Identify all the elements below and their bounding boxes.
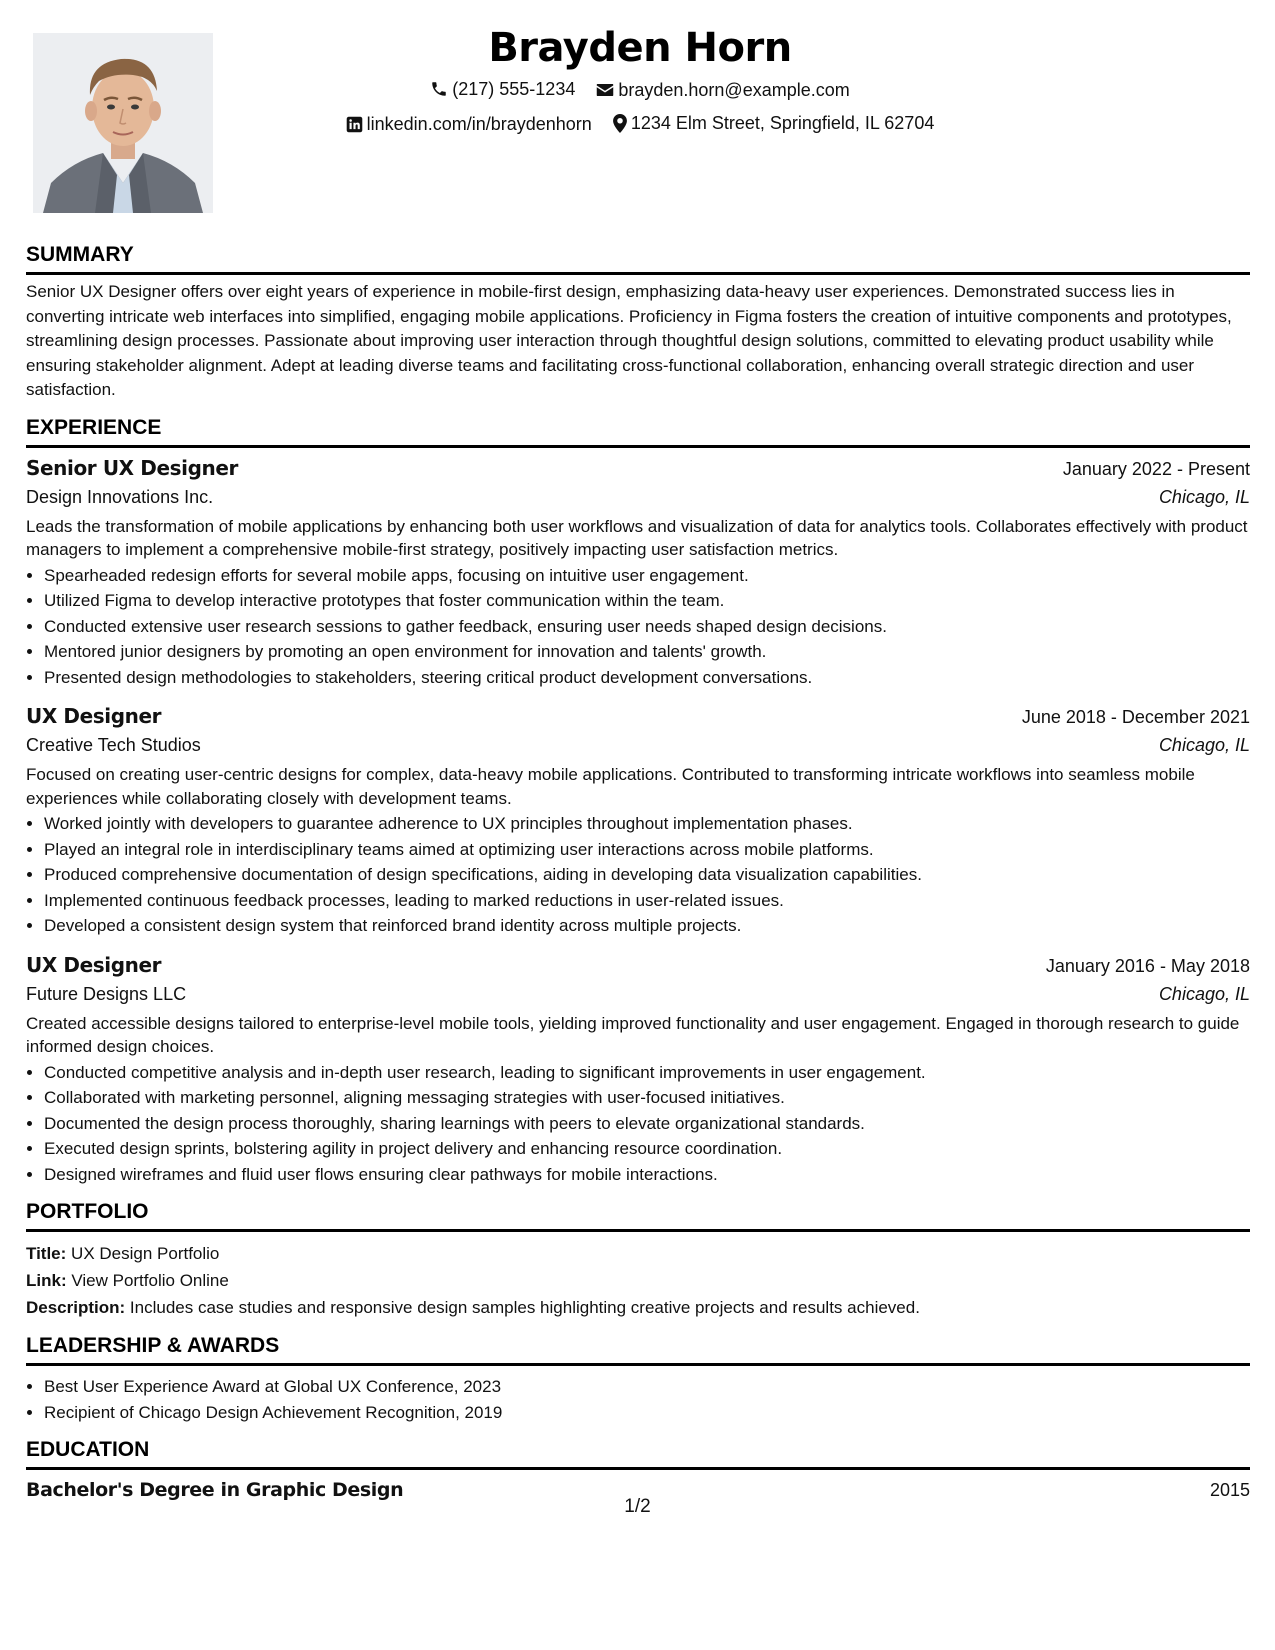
portfolio-title-label: Title:	[26, 1244, 67, 1263]
portfolio-description-line	[26, 1294, 1250, 1321]
profile-photo	[33, 33, 213, 213]
job-dates: January 2016 - May 2018	[1045, 955, 1250, 976]
job-subheader	[26, 483, 1250, 511]
list-item: • Produced comprehensive documentation of design specifications, aiding in developing data visualization capabilities.	[44, 862, 1250, 888]
portfolio-details	[26, 1240, 1250, 1321]
experience-section	[26, 415, 1250, 1188]
job-title: UX Designer	[26, 704, 162, 728]
map-pin-icon	[613, 114, 627, 133]
job-location: Chicago, IL	[1158, 983, 1250, 1004]
summary-text: Senior UX Designer offers over eight years of experience in mobile-first design, emphasizing data-heavy user experiences. Demonstrated success lies in converting intricate web interfaces into simplified, engaging mobile applications. Proficiency in Figma fosters the creation of intuitive components and prototypes, streamlining design processes. Passionate about improving user interaction through thoughtful design solutions, committed to elevating product usability while ensuring stakeholder alignment. Adept at leading diverse teams and facilitating cross-functional collaboration, enhancing overall strategic direction and user satisfaction.	[26, 282, 1232, 399]
job-description: Focused on creating user-centric designs for complex, data-heavy mobile applications. Contributed to transforming intricate workflows into seamless mobile experiences while collaborating closely with development teams.	[26, 765, 1195, 808]
leadership-section	[26, 1333, 1250, 1425]
job-title: UX Designer	[26, 952, 162, 977]
education-year: 2015	[1209, 1480, 1250, 1500]
candidate-name: Brayden Horn	[488, 25, 792, 71]
list-item: • Designed wireframes and fluid user flows ensuring clear pathways for mobile interactions.	[44, 1162, 1250, 1188]
resume-body	[26, 242, 1250, 1516]
summary-section	[26, 242, 1250, 403]
list-item: • Implemented continuous feedback processes, leading to marked reductions in user-related issues.	[44, 888, 1250, 914]
list-item: • Presented design methodologies to stakeholders, steering critical product development conversations.	[44, 665, 1250, 691]
job-bullets	[26, 811, 1250, 939]
section-title-portfolio: PORTFOLIO	[26, 1199, 1250, 1232]
portfolio-link[interactable]: View Portfolio Online	[71, 1271, 229, 1290]
portfolio-title-value: UX Design Portfolio	[71, 1244, 220, 1263]
contact-row-secondary	[240, 112, 1040, 138]
page-number: 1/2	[624, 1496, 651, 1517]
list-item: • Developed a consistent design system that reinforced brand identity across multiple projects.	[44, 913, 1250, 939]
job-header	[26, 454, 1250, 483]
list-item: • Executed design sprints, bolstering agility in project delivery and enhancing resource coordination.	[44, 1136, 1250, 1162]
portfolio-title-line	[26, 1240, 1250, 1267]
job-location: Chicago, IL	[1158, 486, 1250, 507]
job-entry	[26, 951, 1250, 1188]
job-company: Design Innovations Inc.	[26, 486, 214, 507]
address-text: 1234 Elm Street, Springfield, IL 62704	[630, 113, 935, 133]
portfolio-description-label: Description:	[26, 1298, 126, 1317]
job-location: Chicago, IL	[1158, 735, 1250, 755]
contact-linkedin[interactable]	[346, 113, 592, 135]
job-dates: January 2022 - Present	[1062, 458, 1250, 479]
list-item: • Worked jointly with developers to guarantee adherence to UX principles throughout implementation phases.	[44, 811, 1250, 837]
job-description: Created accessible designs tailored to enterprise-level mobile tools, yielding improved functionality and user engagement. Engaged in thorough research to guide informed design choices.	[26, 1013, 1240, 1056]
contact-row-primary	[240, 78, 1040, 103]
job-header	[26, 702, 1250, 731]
list-item: • Recipient of Chicago Design Achievement Recognition, 2019	[44, 1400, 1250, 1426]
phone-text: (217) 555-1234	[452, 79, 576, 99]
list-item: • Mentored junior designers by promoting an open environment for innovation and talents' growth.	[44, 639, 1250, 665]
job-description: Leads the transformation of mobile applications by enhancing both user workflows and visualization of data for analytics tools. Collaborates effectively with product managers to implement a comprehensive mobile-first strategy, positively impacting user satisfaction metrics.	[26, 516, 1248, 559]
job-header	[26, 951, 1250, 980]
job-company: Creative Tech Studios	[26, 735, 201, 755]
list-item: • Conducted competitive analysis and in-depth user research, leading to significant improvements in user engagement.	[44, 1060, 1250, 1086]
education-degree: Bachelor's Degree in Graphic Design	[26, 1479, 404, 1501]
job-company: Future Designs LLC	[26, 983, 187, 1004]
portfolio-link-line	[26, 1267, 1250, 1294]
contact-address	[613, 112, 935, 134]
linkedin-text[interactable]: linkedin.com/in/braydenhorn	[366, 114, 592, 134]
job-title: Senior UX Designer	[26, 455, 238, 480]
list-item: • Collaborated with marketing personnel, aligning messaging strategies with user-focused initiatives.	[44, 1085, 1250, 1111]
phone-icon	[430, 80, 448, 98]
education-section	[26, 1437, 1250, 1504]
email-text[interactable]: brayden.horn@example.com	[618, 80, 850, 100]
section-title-experience: EXPERIENCE	[26, 415, 1250, 448]
linkedin-icon	[346, 116, 363, 133]
list-item: • Spearheaded redesign efforts for several mobile apps, focusing on intuitive user engagement.	[44, 563, 1250, 589]
section-title-education: EDUCATION	[26, 1437, 1250, 1470]
contact-phone	[430, 78, 575, 100]
profile-photo-illustration	[33, 33, 213, 213]
job-bullets	[26, 1060, 1250, 1188]
list-item: • Played an integral role in interdisciplinary teams aimed at optimizing user interactions across mobile platforms.	[44, 837, 1250, 863]
job-subheader	[26, 731, 1250, 759]
contact-email[interactable]	[596, 79, 849, 101]
job-entry	[26, 454, 1250, 691]
section-title-leadership: LEADERSHIP & AWARDS	[26, 1333, 1250, 1366]
list-item: • Utilized Figma to develop interactive prototypes that foster communication within the team.	[44, 588, 1250, 614]
resume-header	[240, 22, 1040, 138]
portfolio-link-label: Link:	[26, 1271, 67, 1290]
portfolio-description-value: Includes case studies and responsive design samples highlighting creative projects and results achieved.	[129, 1298, 920, 1317]
job-subheader	[26, 980, 1250, 1008]
job-dates: June 2018 - December 2021	[1021, 707, 1250, 727]
envelope-icon	[596, 82, 614, 98]
list-item: • Conducted extensive user research sessions to gather feedback, ensuring user needs shaped design decisions.	[44, 614, 1250, 640]
section-title-summary: SUMMARY	[26, 242, 1250, 275]
list-item: • Documented the design process thoroughly, sharing learnings with peers to elevate organizational standards.	[44, 1111, 1250, 1137]
portfolio-section	[26, 1199, 1250, 1321]
awards-list	[26, 1374, 1250, 1425]
job-bullets	[26, 563, 1250, 691]
job-entry	[26, 702, 1250, 939]
list-item: • Best User Experience Award at Global UX Conference, 2023	[44, 1374, 1250, 1400]
